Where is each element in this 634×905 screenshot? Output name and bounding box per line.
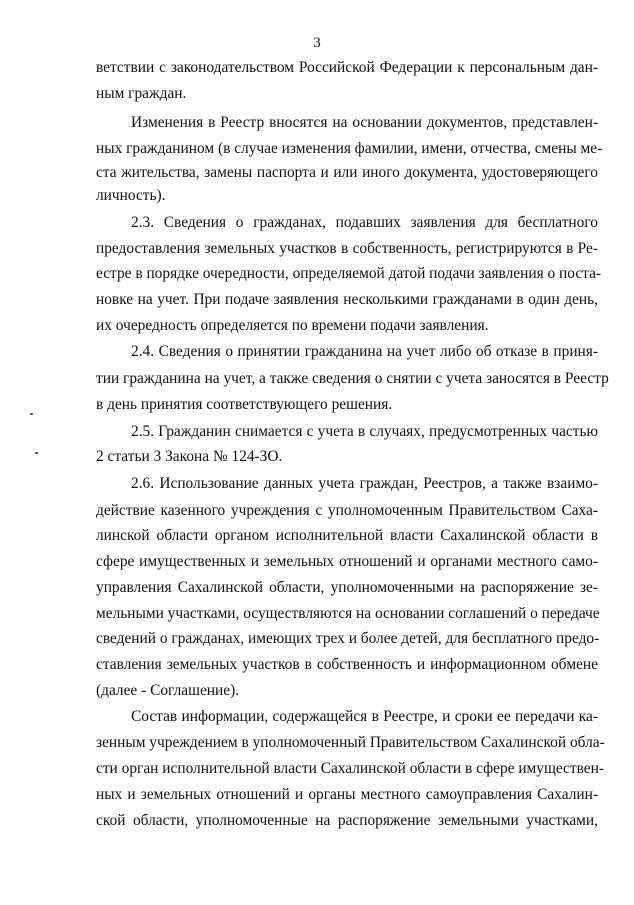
text-line: личность). <box>96 187 166 204</box>
text-line: ветствии с законодательством Российской Федерации к персональным дан- <box>96 59 598 76</box>
text-line: линской области органом исполнительной власти Сахалинской области в <box>96 527 598 544</box>
scan-speck <box>30 413 33 415</box>
text-line: ным граждан. <box>96 85 187 102</box>
text-line: новке на учет. При подаче заявления несколькими гражданами в один день, <box>96 291 598 308</box>
text-line: 2.4. Сведения о принятии гражданина на учет либо об отказе в приня- <box>131 343 598 360</box>
text-line: ской области, уполномоченные на распоряжение земельными участками, <box>96 812 598 829</box>
text-line: ных и земельных отношений и органы местного самоуправления Сахалин- <box>96 786 598 803</box>
page-number: 3 <box>313 35 321 51</box>
text-line: сти орган исполнительной власти Сахалинской области в сфере имуществен- <box>96 760 604 777</box>
text-line: 2 статьи 3 Закона № 124-ЗО. <box>96 448 283 465</box>
text-line: мельными участками, осуществляются на основании соглашений о передаче <box>96 605 600 622</box>
text-line: действие казенного учреждения с уполномоченным Правительством Саха- <box>96 502 598 519</box>
text-line: ста жительства, замены паспорта и или иного документа, удостоверяющего <box>96 164 598 181</box>
text-line: их очередность определяется по времени подачи заявления. <box>96 317 489 334</box>
text-line: ставления земельных участков в собственность и информационном обмене <box>96 656 598 673</box>
text-line: предоставления земельных участков в собственность, регистрируются в Ре- <box>96 240 598 257</box>
text-line: Состав информации, содержащейся в Реестре, и сроки ее передачи ка- <box>131 708 598 725</box>
text-line: 2.5. Гражданин снимается с учета в случаях, предусмотренных частью <box>131 423 598 440</box>
text-line: управления Сахалинской области, уполномоченными на распоряжение зе- <box>96 579 598 596</box>
text-line: 2.3. Сведения о гражданах, подавших заявления для бесплатного <box>131 214 598 231</box>
text-line: (далее - Соглашение). <box>96 682 240 699</box>
text-line: тии гражданина на учет, а также сведения о снятии с учета заносятся в Реестр <box>96 370 609 387</box>
text-line: ных гражданином (в случае изменения фамилии, имени, отчества, смены ме- <box>96 140 603 157</box>
text-line: естре в порядке очередности, определяемой датой подачи заявления о поста- <box>96 265 602 282</box>
scan-speck <box>35 452 38 454</box>
text-line: сфере имущественных и земельных отношений и органами местного само- <box>96 553 598 570</box>
text-line: Изменения в Реестр вносятся на основании документов, представлен- <box>131 114 598 131</box>
text-line: 2.6. Использование данных учета граждан, Реестров, а также взаимо- <box>131 475 598 492</box>
text-line: в день принятия соответствующего решения. <box>96 396 393 413</box>
text-line: зенным учреждением в уполномоченный Правительством Сахалинской обла- <box>96 734 605 751</box>
text-line: сведений о гражданах, имеющих трех и более детей, для бесплатного предо- <box>96 630 600 647</box>
